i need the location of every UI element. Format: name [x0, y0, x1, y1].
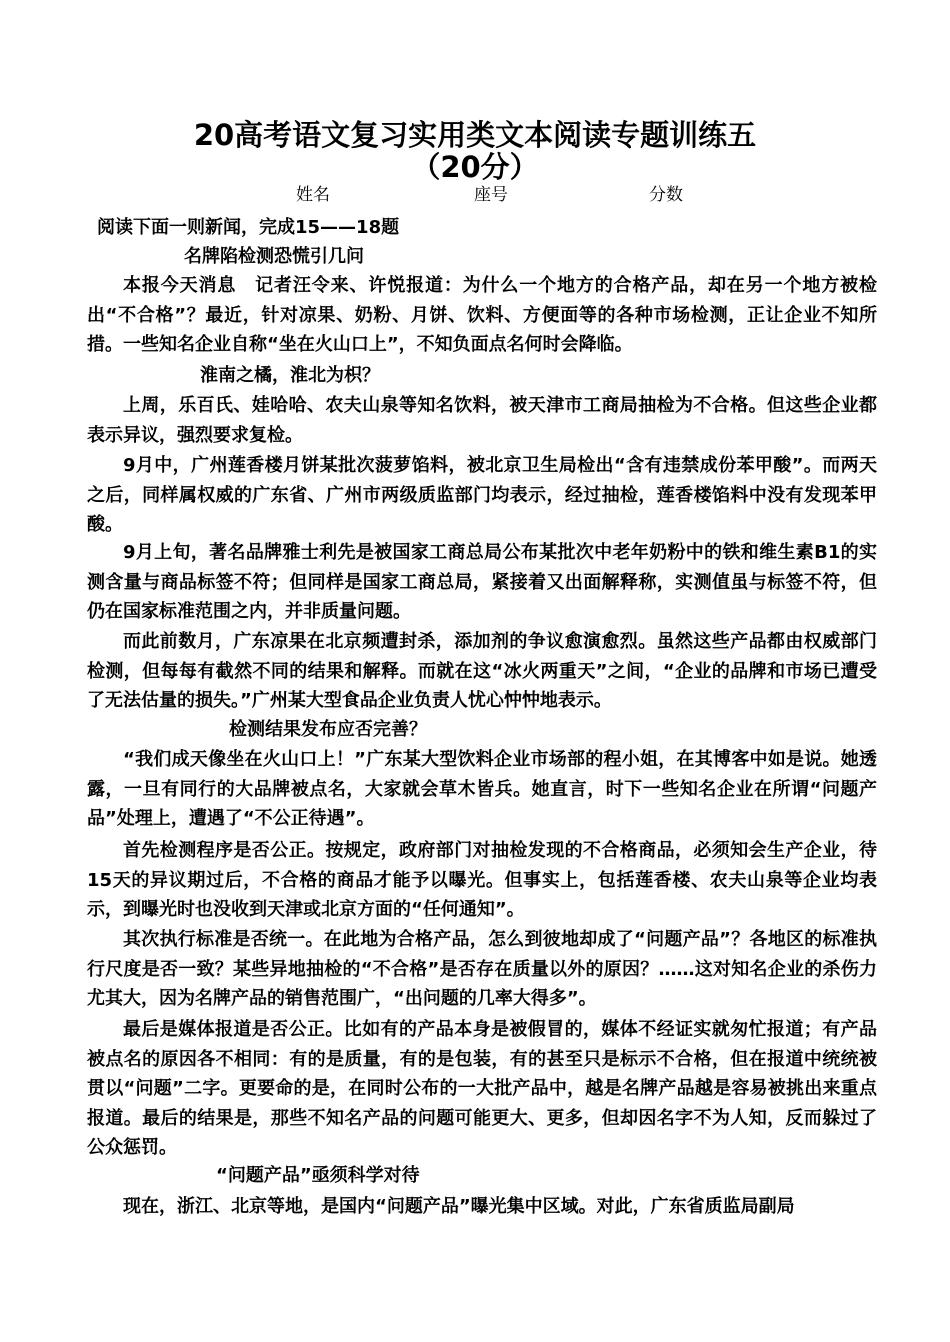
paragraph-10: 现在，浙江、北京等地，是国内“问题产品”曝光集中区域。对此，广东省质监局副局 [123, 1196, 795, 1217]
seat-field-label: 座号 [474, 185, 508, 205]
reading-instruction: 阅读下面一则新闻，完成15——18题 [97, 217, 400, 238]
news-headline: 名牌陷检测恐慌引几问 [184, 246, 364, 267]
subheading-2: 检测结果发布应否完善？ [229, 719, 427, 740]
paragraph-9: 最后是媒体报道是否公正。比如有的产品本身是被假冒的，媒体不经证实就匆忙报道；有产品被点名的原因各不相同：有的是质量，有的是包装，有的甚至只是标示不合格，但在报道中统统被贯以“问题”二字。更要命的是，在同时公布的一大批产品中，越是名牌产品越是容易被挑出来重点报道。最后的结果是，那些不知名产品的问题可能更大、更多，但却因名字不为人知，反而躲过了公众惩罚。 [87, 1019, 877, 1158]
name-field-label: 姓名 [296, 185, 330, 205]
score-field-label: 分数 [649, 185, 683, 205]
subheading-1: 淮南之橘，淮北为枳？ [200, 365, 380, 386]
paragraph-8: 其次执行标准是否统一。在此地为合格产品，怎么到彼地却成了“问题产品”？各地区的标准执行尺度是否一致？某些异地抽检的“不合格”是否存在质量以外的原因？……这对知名企业的杀伤力尤其大，因为名牌产品的销售范围广，“出问题的几率大得多”。 [87, 929, 877, 1009]
paragraph-7: 首先检测程序是否公正。按规定，政府部门对抽检发现的不合格商品，必须知会生产企业，待15天的异议期过后，不合格的商品才能予以曝光。但事实上，包括莲香楼、农夫山泉等企业均表示，到曝光时也没收到天津或北京方面的“任何通知”。 [87, 840, 877, 920]
page-title: 20高考语文复习实用类文本阅读专题训练五 [193, 118, 757, 152]
paragraph-2: 上周，乐百氏、娃哈哈、农夫山泉等知名饮料，被天津市工商局抽检为不合格。但这些企业都表示异议，强烈要求复检。 [87, 395, 877, 446]
paragraph-4: 9月上旬，著名品牌雅士利先是被国家工商总局公布某批次中老年奶粉中的铁和维生素B1的实测含量与商品标签不符；但同样是国家工商总局，紧接着又出面解释称，实测值虽与标签不符，但仍在国家标准范围之内，并非质量问题。 [87, 542, 877, 622]
paragraph-6: “我们成天像坐在火山口上！”广东某大型饮料企业市场部的程小姐，在其博客中如是说。她透露，一旦有同行的大品牌被点名，大家就会草木皆兵。她直言，时下一些知名企业在所谓“问题产品”处理上，遭遇了“不公正待遇”。 [87, 749, 877, 829]
paragraph-3: 9月中，广州莲香楼月饼某批次菠萝馅料，被北京卫生局检出“含有违禁成份苯甲酸”。而两天之后，同样属权威的广东省、广州市两级质监部门均表示，经过抽检，莲香楼馅料中没有发现苯甲酸。 [87, 455, 877, 535]
page-title-score: （20分） [411, 150, 539, 184]
paragraph-5: 而此前数月，广东凉果在北京频遭封杀，添加剂的争议愈演愈烈。虽然这些产品都由权威部门检测，但每每有截然不同的结果和解释。而就在这“冰火两重天”之间，“企业的品牌和市场已遭受了无法估量的损失。”广州某大型食品企业负责人忧心忡忡地表示。 [87, 631, 877, 711]
subheading-3: “问题产品”亟须科学对待 [216, 1165, 420, 1186]
paragraph-1: 本报今天消息 记者汪令来、许悦报道：为什么一个地方的合格产品，却在另一个地方被检出“不合格”？最近，针对凉果、奶粉、月饼、饮料、方便面等的各种市场检测，正让企业不知所措。一些知名企业自称“坐在火山口上”，不知负面点名何时会降临。 [87, 275, 877, 355]
